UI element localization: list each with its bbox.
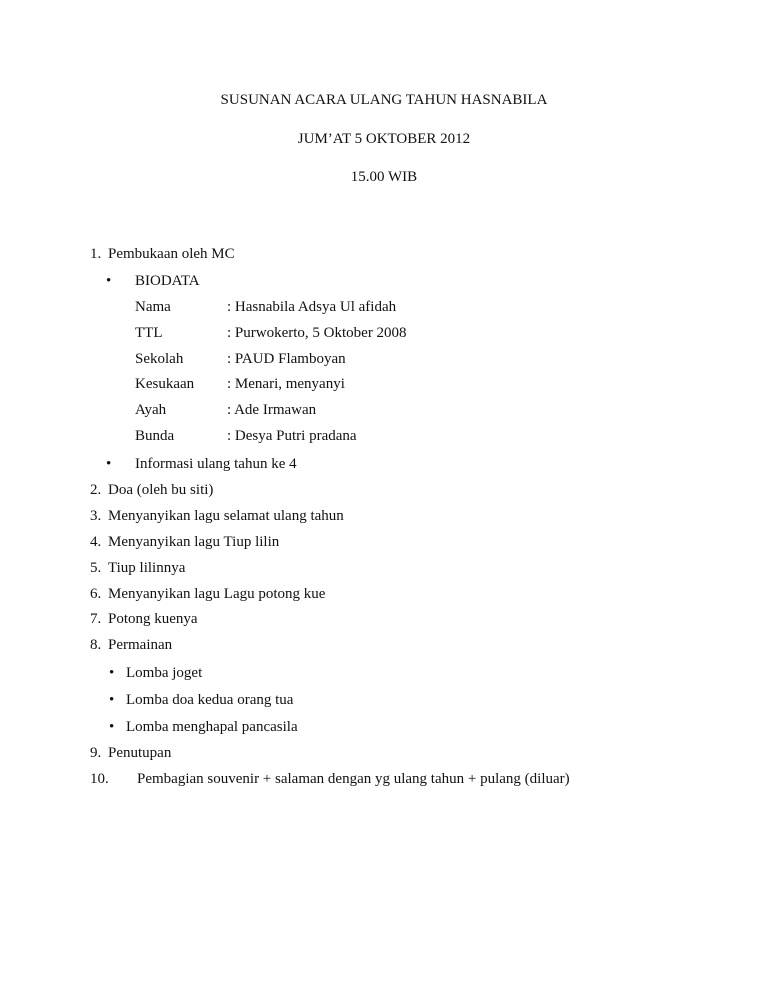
biodata-value: : Menari, menyanyi: [227, 376, 345, 392]
item-text: Doa (oleh bu siti): [108, 482, 214, 498]
sub-item-text: Informasi ulang tahun ke 4: [135, 456, 297, 472]
item-number: 4.: [90, 534, 102, 550]
item-number: 1.: [90, 246, 102, 262]
item-text: Penutupan: [108, 745, 172, 761]
item-text: Pembagian souvenir + salaman dengan yg ulang tahun + pulang (diluar): [137, 771, 570, 787]
biodata-label: Sekolah: [135, 351, 184, 367]
sub-item-text: BIODATA: [135, 273, 200, 289]
document-title: SUSUNAN ACARA ULANG TAHUN HASNABILA: [220, 92, 548, 108]
biodata-label: Nama: [135, 299, 171, 315]
sub-item-text: Lomba menghapal pancasila: [126, 719, 298, 735]
sub-item-text: Lomba doa kedua orang tua: [126, 692, 294, 708]
biodata-value: : PAUD Flamboyan: [227, 351, 346, 367]
item-number: 3.: [90, 508, 102, 524]
bullet-icon: •: [106, 456, 112, 472]
biodata-value: : Hasnabila Adsya Ul afidah: [227, 299, 397, 315]
item-text: Menyanyikan lagu Tiup lilin: [108, 534, 280, 550]
bullet-icon: •: [106, 273, 112, 289]
biodata-label: Kesukaan: [135, 376, 195, 392]
item-text: Menyanyikan lagu Lagu potong kue: [108, 586, 326, 602]
item-number: 10.: [90, 771, 109, 787]
bullet-icon: •: [109, 719, 115, 735]
item-number: 6.: [90, 586, 102, 602]
sub-item-text: Lomba joget: [126, 665, 203, 681]
item-text: Menyanyikan lagu selamat ulang tahun: [108, 508, 344, 524]
biodata-label: TTL: [135, 325, 163, 341]
item-number: 9.: [90, 745, 102, 761]
item-number: 2.: [90, 482, 102, 498]
item-number: 8.: [90, 637, 102, 653]
item-text: Tiup lilinnya: [108, 560, 186, 576]
biodata-value: : Purwokerto, 5 Oktober 2008: [227, 325, 407, 341]
item-text: Pembukaan oleh MC: [108, 246, 235, 262]
biodata-value: : Desya Putri pradana: [227, 428, 357, 444]
biodata-label: Bunda: [135, 428, 175, 444]
item-text: Permainan: [108, 637, 173, 653]
bullet-icon: •: [109, 665, 115, 681]
biodata-label: Ayah: [135, 402, 167, 418]
event-time: 15.00 WIB: [350, 169, 418, 185]
biodata-value: : Ade Irmawan: [227, 402, 317, 418]
event-date: JUM’AT 5 OKTOBER 2012: [297, 131, 471, 147]
item-number: 5.: [90, 560, 102, 576]
item-text: Potong kuenya: [108, 611, 198, 627]
bullet-icon: •: [109, 692, 115, 708]
item-number: 7.: [90, 611, 102, 627]
